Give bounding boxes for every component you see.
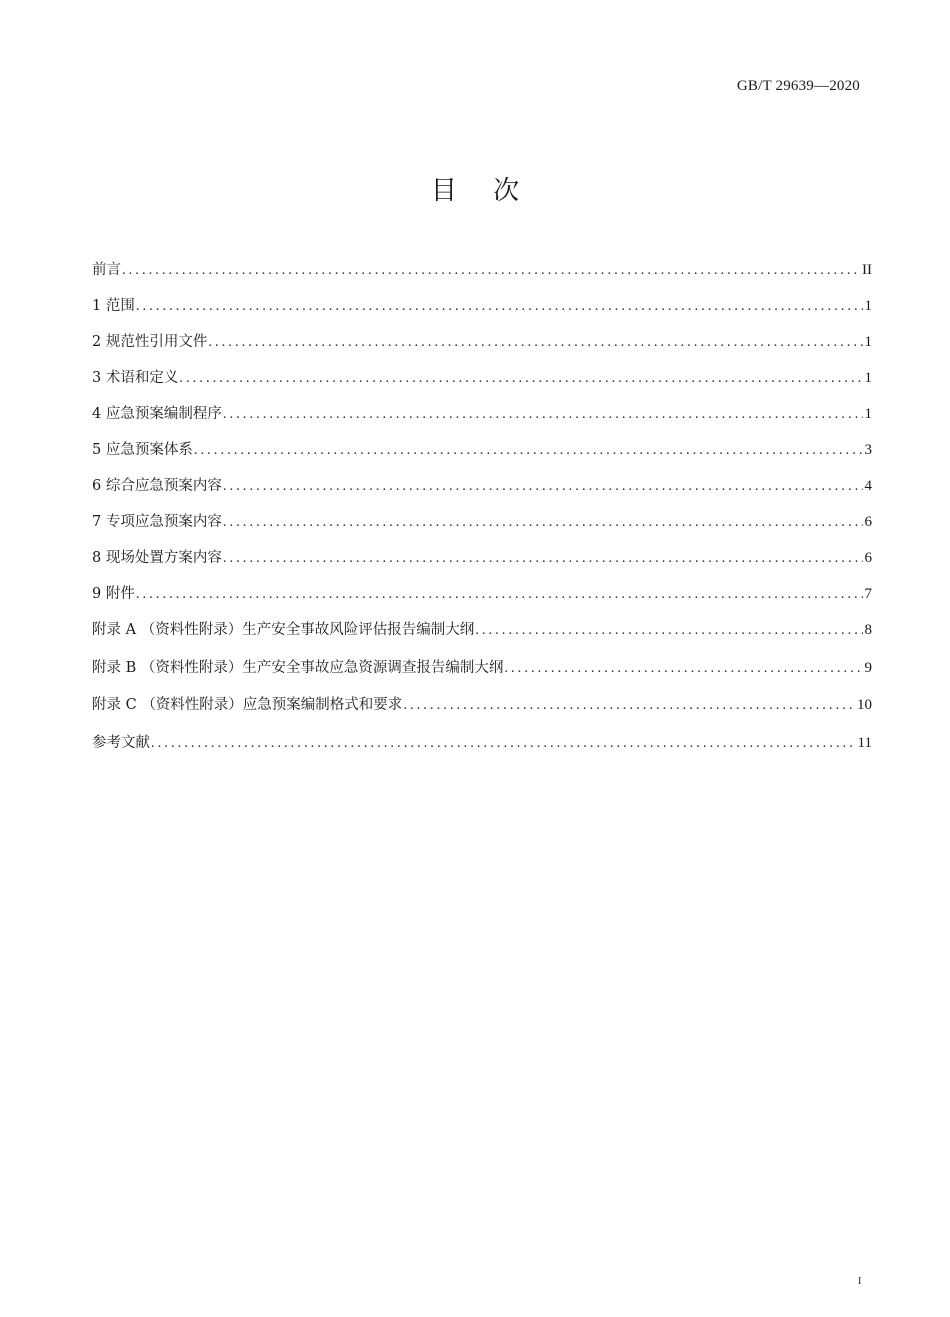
toc-entry-title: 3 术语和定义 xyxy=(92,370,179,386)
toc-entry-foreword[interactable] xyxy=(92,258,872,294)
toc-page-number: II xyxy=(862,262,872,278)
toc-entry-title: 6 综合应急预案内容 xyxy=(92,478,222,494)
toc-page-number: 4 xyxy=(864,478,872,494)
toc-entry-plan-system[interactable] xyxy=(92,438,872,474)
toc-entry-title: 前言 xyxy=(92,262,121,278)
toc-entry-title: 4 应急预案编制程序 xyxy=(92,406,222,422)
toc-page-number: 10 xyxy=(857,697,872,713)
toc-entry-comprehensive-plan[interactable] xyxy=(92,474,872,510)
toc-entry-scope[interactable] xyxy=(92,294,872,330)
toc-entry-attachments[interactable] xyxy=(92,582,872,618)
toc-dot-leader xyxy=(403,697,855,714)
toc-entry-title: 2 规范性引用文件 xyxy=(92,334,208,350)
toc-dot-leader xyxy=(179,370,862,387)
toc-page-number: 8 xyxy=(864,622,872,638)
toc-dot-leader xyxy=(136,586,863,603)
toc-page-number: 1 xyxy=(864,298,872,314)
toc-dot-leader xyxy=(194,442,863,459)
toc-dot-leader xyxy=(122,262,860,279)
toc-entry-preparation-procedure[interactable] xyxy=(92,402,872,438)
toc-entry-title: 附录 B （资料性附录）生产安全事故应急资源调查报告编制大纲 xyxy=(92,659,504,676)
toc-page-number: 6 xyxy=(864,550,872,566)
toc-entry-title: 5 应急预案体系 xyxy=(92,442,193,458)
toc-page-number: 11 xyxy=(857,734,872,751)
toc-entry-annex-b[interactable] xyxy=(92,656,872,694)
toc-entry-onsite-plan[interactable] xyxy=(92,546,872,582)
page-number: I xyxy=(858,1276,862,1287)
toc-dot-leader xyxy=(136,298,863,315)
toc-entry-terms-definitions[interactable] xyxy=(92,366,872,402)
toc-page-number: 9 xyxy=(864,659,872,676)
toc-dot-leader xyxy=(223,514,863,531)
toc-dot-leader xyxy=(208,334,862,351)
toc-dot-leader xyxy=(475,622,862,639)
toc-entry-title: 1 范围 xyxy=(92,298,135,314)
toc-entry-bibliography[interactable] xyxy=(92,731,872,769)
toc-page-number: 1 xyxy=(864,334,872,350)
toc-page-number: 7 xyxy=(864,586,872,602)
table-of-contents xyxy=(92,258,872,768)
toc-entry-special-plan[interactable] xyxy=(92,510,872,546)
toc-entry-title: 附录 A （资料性附录）生产安全事故风险评估报告编制大纲 xyxy=(92,622,475,638)
toc-entry-title: 8 现场处置方案内容 xyxy=(92,550,222,566)
toc-entry-title: 7 专项应急预案内容 xyxy=(92,514,222,530)
toc-entry-annex-c[interactable] xyxy=(92,693,872,731)
toc-entry-normative-references[interactable] xyxy=(92,330,872,366)
toc-entry-title: 参考文献 xyxy=(92,734,150,751)
toc-page-number: 1 xyxy=(864,406,872,422)
toc-dot-leader xyxy=(151,735,856,752)
toc-dot-leader xyxy=(223,478,863,495)
toc-dot-leader xyxy=(223,550,863,567)
toc-page-number: 3 xyxy=(864,442,872,458)
toc-page-number: 6 xyxy=(864,514,872,530)
toc-page-number: 1 xyxy=(864,370,872,386)
standard-number: GB/T 29639—2020 xyxy=(736,78,860,94)
toc-entry-title: 9 附件 xyxy=(92,586,135,602)
toc-dot-leader xyxy=(504,660,862,677)
page-title: 目 次 xyxy=(430,176,534,206)
toc-entry-annex-a[interactable] xyxy=(92,618,872,656)
toc-dot-leader xyxy=(223,406,863,423)
toc-entry-title: 附录 C （资料性附录）应急预案编制格式和要求 xyxy=(92,697,403,713)
